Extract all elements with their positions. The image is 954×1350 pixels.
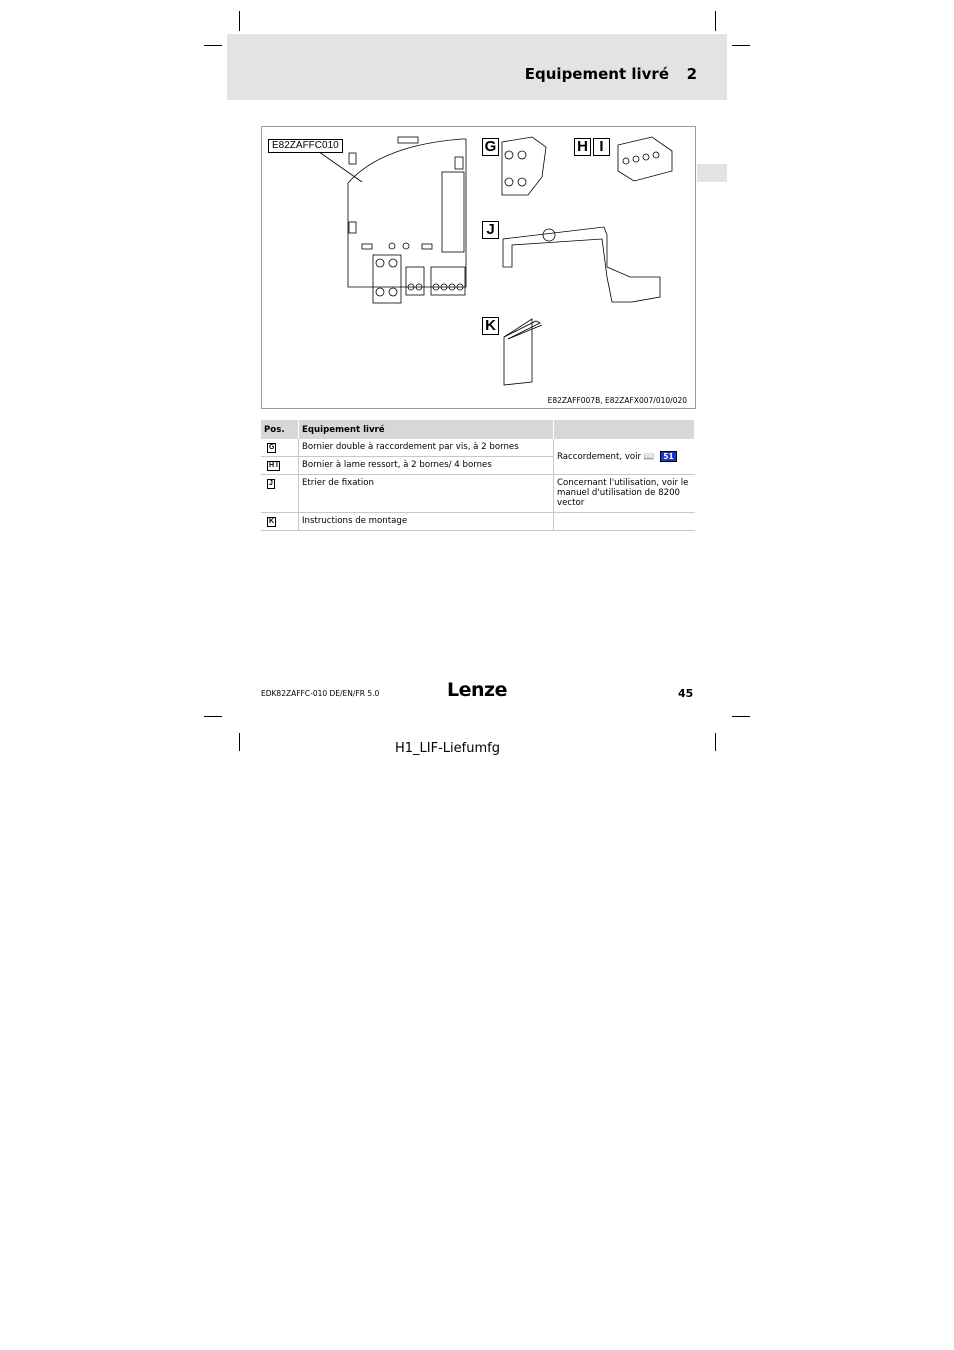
- table-row: [261, 439, 695, 457]
- pos-badge: J: [269, 480, 273, 487]
- col-notes-header: [554, 420, 695, 439]
- page-number: 45: [678, 687, 694, 700]
- item-cell: Bornier à lame ressort, à 2 bornes/ 4 bornes: [299, 457, 554, 475]
- pos-badge: K: [269, 518, 275, 525]
- label-i: I: [593, 138, 610, 156]
- module-body: [348, 139, 466, 287]
- crop-mark: [732, 45, 750, 46]
- delivery-figure: [261, 126, 696, 409]
- crop-mark: [204, 716, 222, 717]
- chapter-number: 2: [686, 65, 697, 83]
- section-title: Equipement livré: [524, 65, 669, 83]
- terminal-hi-drawing: [618, 137, 672, 181]
- pos-badge: H I: [269, 462, 278, 469]
- note-cell: [554, 439, 695, 475]
- table-row: [261, 513, 695, 531]
- delivery-table: [261, 420, 695, 531]
- figure-caption: E82ZAFF007B, E82ZAFX007/010/020: [547, 396, 687, 405]
- book-icon: 📖: [643, 452, 655, 462]
- crop-mark: [239, 733, 240, 751]
- crop-mark: [239, 11, 240, 31]
- figure-drawing: [262, 127, 695, 408]
- item-cell: Bornier double à raccordement par vis, à 2 bornes: [299, 439, 554, 457]
- item-cell: Instructions de montage: [299, 513, 554, 531]
- label-k: K: [482, 317, 499, 335]
- label-h: H: [574, 138, 591, 156]
- lenze-logo: Lenze: [447, 679, 507, 701]
- col-pos-header: Pos.: [261, 420, 299, 439]
- bracket-j-drawing: [503, 227, 660, 302]
- crop-mark: [715, 11, 716, 31]
- note-text: Raccordement, voir: [557, 452, 642, 462]
- table-header-row: [261, 420, 695, 439]
- page-ref-link[interactable]: 51: [660, 451, 676, 462]
- col-item-header: Equipement livré: [299, 420, 554, 439]
- note-cell: Concernant l'utilisation, voir le manuel d'utilisation de 8200 vector: [554, 475, 695, 513]
- crop-mark: [204, 45, 222, 46]
- chapter-tab: [697, 164, 727, 182]
- note-cell: [554, 513, 695, 531]
- pos-badge: G: [269, 444, 275, 451]
- crop-mark: [732, 716, 750, 717]
- model-label: E82ZAFFC010: [268, 139, 343, 153]
- label-j: J: [482, 221, 499, 239]
- page-header: [227, 34, 727, 100]
- doc-reference: EDK82ZAFFC-010 DE/EN/FR 5.0: [261, 689, 380, 698]
- table-row: [261, 475, 695, 513]
- item-cell: Etrier de fixation: [299, 475, 554, 513]
- file-label: H1_LIF-Liefumfg: [395, 741, 500, 756]
- crop-mark: [715, 733, 716, 751]
- label-g: G: [482, 138, 499, 156]
